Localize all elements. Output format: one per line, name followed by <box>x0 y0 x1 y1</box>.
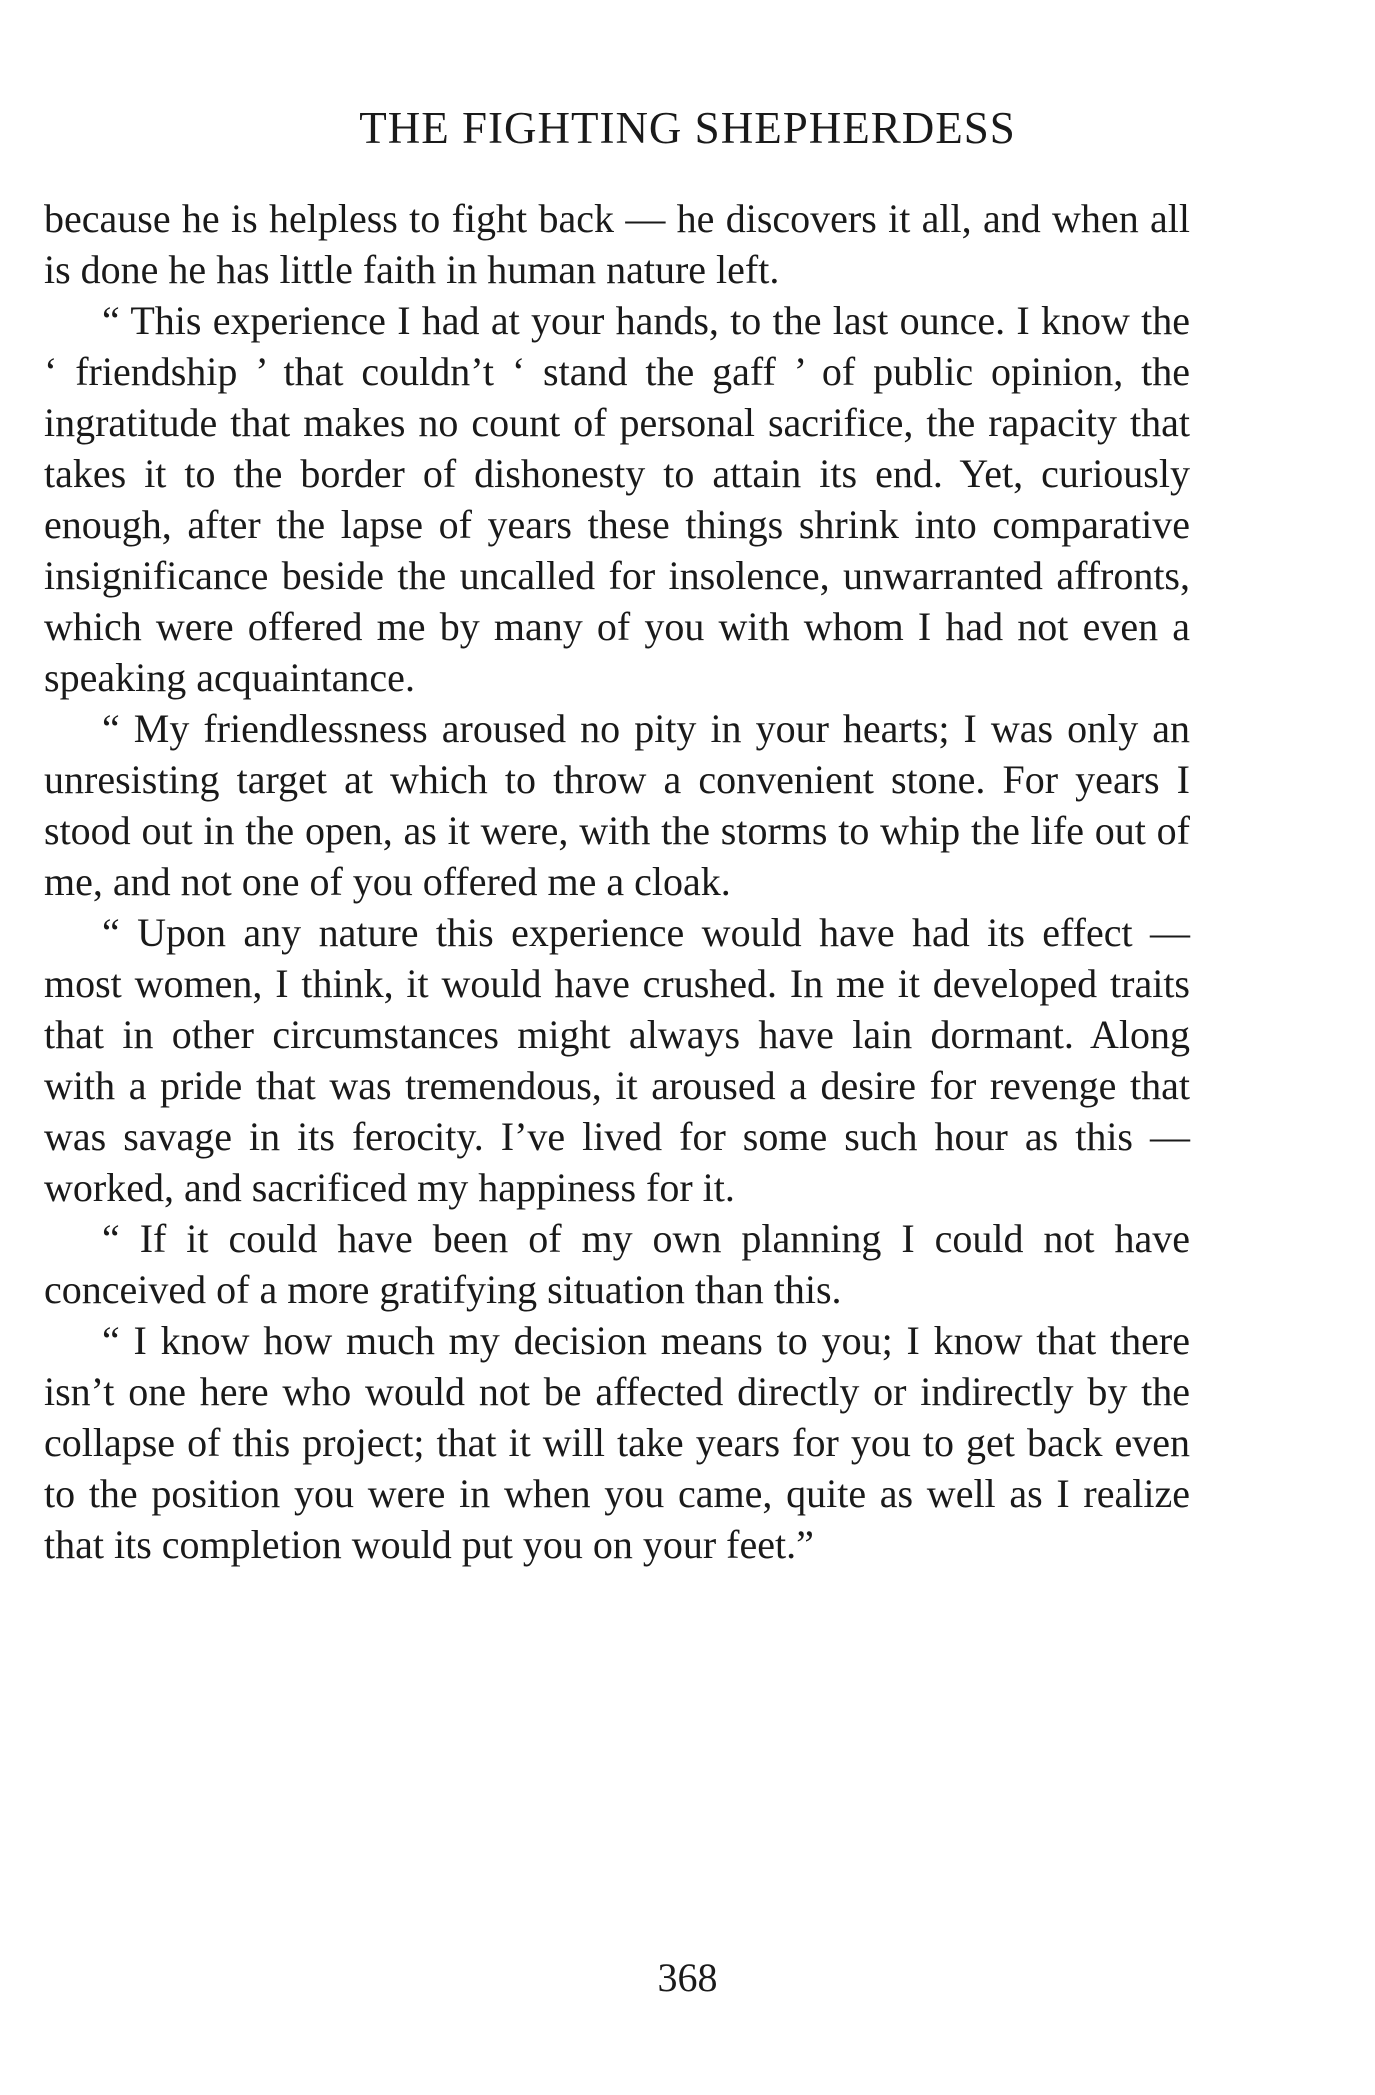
page-number: 368 <box>657 1955 718 2000</box>
paragraph: “ I know how much my decision means to you; I know that there isn’t one here who would not be affected directly or indirectly by the collapse of this project; that it will take years for you to get back even to the position you were in when you came, quite as well as I realize that its completion would put you on your feet.” <box>44 1318 1190 1567</box>
paragraph: “ Upon any nature this experience would have had its effect — most women, I think, it would have crushed. In me it developed traits that in other circumstances might always have lain dormant. Along with a pride that was tremendous, it aroused a desire for revenge that was savage in its ferocity. I’ve lived for some such hour as this — worked, and sacrificed my happiness for it. <box>44 910 1190 1210</box>
paragraph-continued: because he is helpless to fight back — he discovers it all, and when all is done he has little faith in human nature left. <box>44 196 1190 292</box>
paragraph: “ If it could have been of my own planning I could not have conceived of a more gratifying situation than this. <box>44 1216 1190 1312</box>
paragraph: “ My friendlessness aroused no pity in your hearts; I was only an unresisting target at which to throw a convenient stone. For years I stood out in the open, as it were, with the storms to whip the life out of me, and not one of you offered me a cloak. <box>44 706 1190 904</box>
body-text <box>44 193 1190 1570</box>
running-title: THE FIGHTING SHEPHERDESS <box>359 103 1016 153</box>
paragraph: “ This experience I had at your hands, to the last ounce. I know the ‘ friendship ’ that couldn’t ‘ stand the gaff ’ of public opinion, the ingratitude that makes no count of personal sacrifice, the rapacity that takes it to the border of dishonesty to attain its end. Yet, curiously enough, after the lapse of years these things shrink into comparative insignificance beside the uncalled for insolence, unwarranted affronts, which were offered me by many of you with whom I had not even a speaking acquaintance. <box>44 298 1190 700</box>
